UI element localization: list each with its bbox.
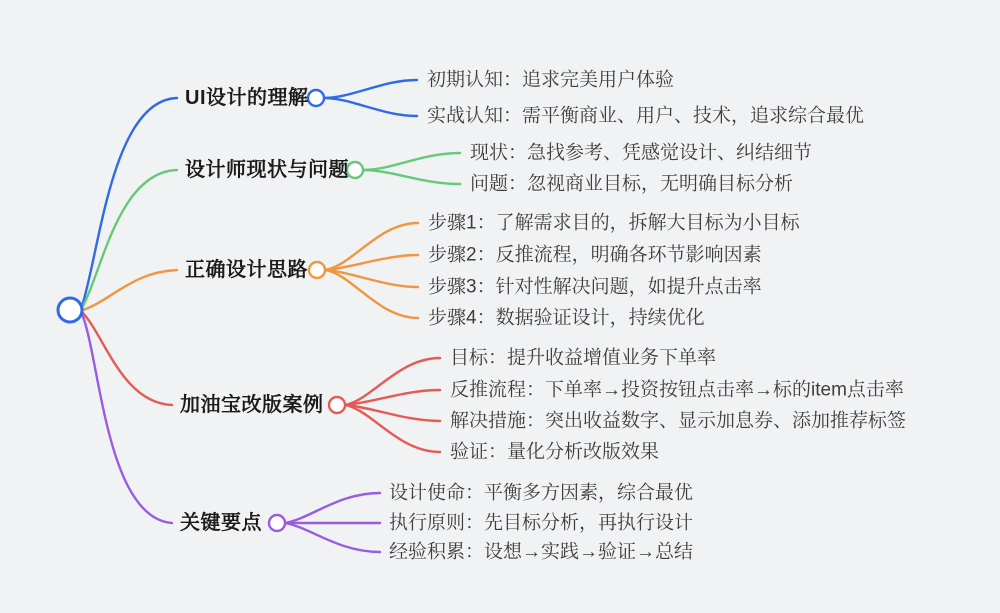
child-topic[interactable]: 初期认知：追求完美用户体验 (427, 69, 675, 91)
child-curve (345, 390, 440, 405)
branch-node-toggle-case-study[interactable] (329, 397, 345, 413)
child-topic[interactable]: 步骤4：数据验证设计，持续优化 (428, 307, 705, 329)
child-topic[interactable]: 解决措施：突出收益数字、显示加息券、添加推荐标签 (450, 410, 907, 432)
branch-label-case-study[interactable]: 加油宝改版案例 (180, 394, 324, 416)
child-topic[interactable]: 反推流程：下单率→投资按钮点击率→标的item点击率 (450, 379, 904, 401)
child-topic[interactable]: 现状：急找参考、凭感觉设计、纠结细节 (470, 142, 813, 164)
child-topic[interactable]: 步骤1：了解需求目的，拆解大目标为小目标 (428, 212, 800, 234)
child-topic[interactable]: 目标：提升收益增值业务下单率 (450, 347, 717, 369)
branch-curve-case-study (82, 312, 172, 405)
child-curve (363, 170, 460, 184)
branch-node-toggle-ui-understanding[interactable] (308, 90, 324, 106)
child-topic[interactable]: 步骤3：针对性解决问题，如提升点击率 (428, 276, 762, 298)
branch-label-ui-understanding[interactable]: UI设计的理解 (185, 87, 309, 109)
child-topic[interactable]: 经验积累：设想→实践→验证→总结 (389, 541, 694, 563)
child-topic[interactable]: 验证：量化分析改版效果 (450, 441, 660, 463)
child-curve (285, 523, 380, 552)
child-curve (325, 270, 418, 318)
child-topic[interactable]: 问题：忽视商业目标，无明确目标分析 (470, 173, 794, 195)
child-topic[interactable]: 执行原则：先目标分析，再执行设计 (389, 512, 694, 534)
child-topic[interactable]: 实战认知：需平衡商业、用户、技术，追求综合最优 (427, 105, 865, 127)
child-curve (324, 98, 417, 116)
branch-curve-designer-problems (82, 170, 177, 308)
branch-node-toggle-correct-approach[interactable] (309, 262, 325, 278)
child-curve (325, 270, 418, 287)
child-curve (345, 405, 440, 452)
branch-label-correct-approach[interactable]: 正确设计思路 (185, 259, 308, 281)
child-topic[interactable]: 步骤2：反推流程，明确各环节影响因素 (428, 244, 762, 266)
branch-curve-correct-approach (83, 270, 177, 310)
branch-node-toggle-key-points[interactable] (269, 515, 285, 531)
child-curve (325, 223, 418, 270)
child-topic[interactable]: 设计使命：平衡多方因素，综合最优 (389, 482, 694, 504)
branch-label-key-points[interactable]: 关键要点 (180, 512, 262, 534)
child-curve (285, 493, 380, 523)
branch-label-designer-problems[interactable]: 设计师现状与问题 (185, 159, 349, 181)
branch-node-toggle-designer-problems[interactable] (347, 162, 363, 178)
branch-curve-key-points (82, 314, 172, 523)
child-curve (325, 255, 418, 270)
child-curve (345, 358, 440, 405)
child-curve (345, 405, 440, 421)
child-curve (324, 80, 417, 98)
child-curve (363, 153, 460, 170)
root-node-toggle[interactable] (58, 298, 82, 322)
